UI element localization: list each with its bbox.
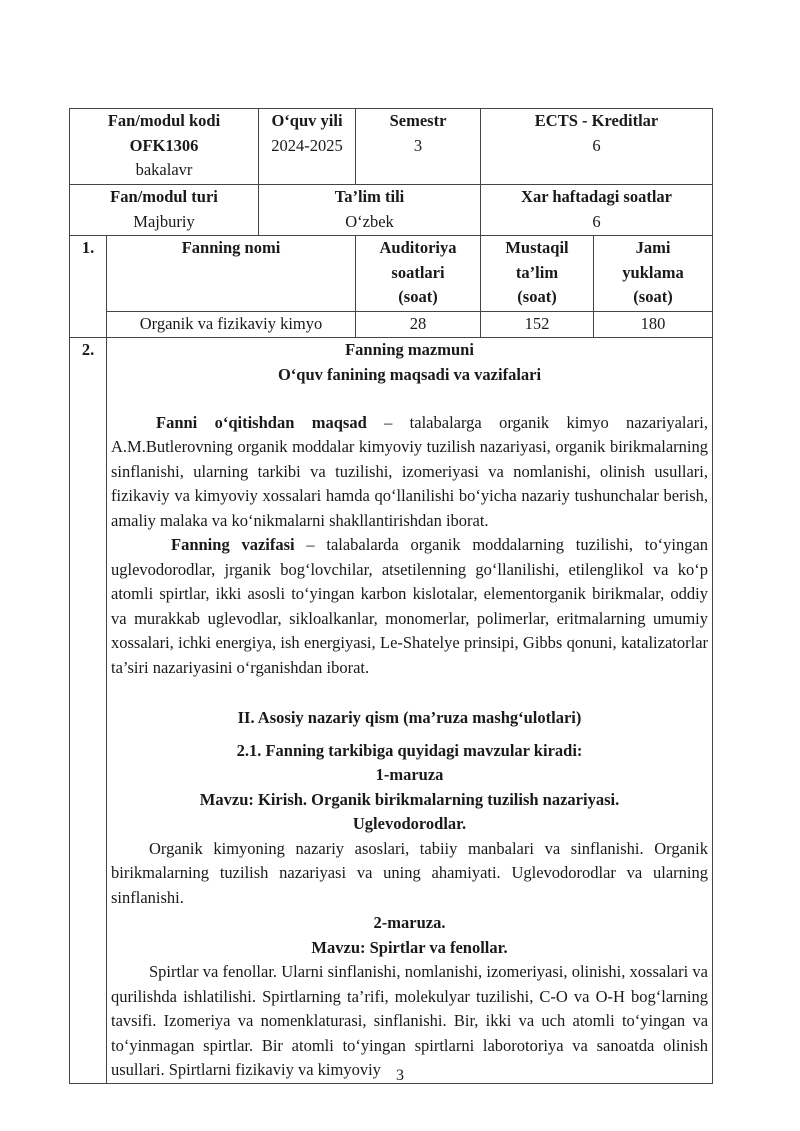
course-tasks-paragraph xyxy=(111,533,708,680)
total-load-label-line: Jami xyxy=(635,238,671,257)
lecture-2-topic: Mavzu: Spirtlar va fenollar. xyxy=(311,937,508,957)
semester-value: 3 xyxy=(413,135,423,155)
course-aim-label: Fanni o‘qitishdan maqsad xyxy=(156,412,367,432)
course-info-row xyxy=(70,109,713,185)
lecture-1-text: Organik kimyoning nazariy asoslari, tabiiy manbalari va sinflanishi. Organik birikmalarning tuzilish nazariyasi va uning ahamiyati. Uglevodorodlar va ularning sinflanishi. xyxy=(111,838,709,907)
self-study-label xyxy=(481,236,594,312)
total-load-value: 180 xyxy=(594,312,713,338)
semester-cell xyxy=(356,109,481,185)
content-heading: Fanning mazmuni xyxy=(345,339,474,359)
course-level: bakalavr xyxy=(135,160,193,179)
auditorium-hours-label-line: (soat) xyxy=(398,287,438,306)
self-study-label-line: Mustaqil xyxy=(505,238,569,257)
language-value: O‘zbek xyxy=(345,211,394,231)
course-code-cell xyxy=(70,109,259,185)
section-ii-title: II. Asosiy nazariy qism (ma’ruza mashg‘ulotlari) xyxy=(237,708,582,727)
page-number: 3 xyxy=(396,1067,404,1084)
course-aim-paragraph xyxy=(111,411,708,534)
course-type-label: Fan/modul turi xyxy=(110,187,218,206)
course-tasks-text: – talabalarda organik moddalarning tuzilishi, to‘yingan uglevodorodlar, jrganik bog‘lovchilar, atsetilenning go‘llanilishi, etilenglikol va ko‘p atomli spirtlar, ikki asosli to‘yingan karbon kislotalar, elementorganik birikmalar, oddiy va murakkab uglevodlar, sikloalkanlar, monomerlar, polimerlar, eritmalarning umumiy xossalari, ichki energiya, ish energiyasi, Le-Shatelye prinsipi, Gibbs qonuni, katalizatorlar ta’siri nazariyasini o‘rganishdan iborat. xyxy=(111,535,709,677)
lecture-1-topic: Mavzu: Kirish. Organik birikmalarning tuzilish nazariyasi. xyxy=(199,789,620,809)
ects-value: 6 xyxy=(592,135,601,155)
auditorium-hours-label-line: soatlari xyxy=(391,262,445,282)
total-load-label xyxy=(594,236,713,312)
ects-cell xyxy=(481,109,713,185)
content-row xyxy=(70,337,713,1083)
auditorium-hours-label-line: Auditoriya xyxy=(379,238,457,257)
content-subheading: O‘quv fanining maqsadi va vazifalari xyxy=(277,365,542,384)
course-name-label: Fanning nomi xyxy=(107,236,356,312)
semester-label: Semestr xyxy=(389,111,447,130)
language-cell xyxy=(259,185,481,236)
section-2-1-title: 2.1. Fanning tarkibiga quyidagi mavzular kiradi: xyxy=(236,740,583,760)
auditorium-hours-value: 28 xyxy=(356,312,481,338)
hours-header-row xyxy=(70,236,713,312)
self-study-label-line: ta’lim xyxy=(515,262,559,282)
self-study-label-line: (soat) xyxy=(517,287,557,306)
academic-year-label: O‘quv yili xyxy=(271,111,343,130)
course-name-value: Organik va fizikaviy kimyo xyxy=(107,312,356,338)
course-type-value: Majburiy xyxy=(133,211,195,231)
course-content-cell xyxy=(107,337,713,1083)
lecture-1-number: 1-maruza xyxy=(375,765,444,784)
lecture-2-number: 2-maruza. xyxy=(373,913,446,932)
hours-value-row xyxy=(70,312,713,338)
auditorium-hours-label xyxy=(356,236,481,312)
spacer xyxy=(111,680,708,700)
course-aim-text: – talabalarga organik kimyo nazariyalari, A.M.Butlerovning organik moddalar kimyoviy tuzilish nazariyasi, organik birikmalarning sinflanishi, ularning tarkibi va tuzilishi, izomeriyasi va nomlanishi, olinish usullari, fizikaviy va kimyoviy xossalari hamda qo‘llanilishi bo‘yicha nazariy tushunchalar berish, amaliy malaka va ko‘nikmalarni shakllantirishdan iborat. xyxy=(111,412,709,530)
language-label: Ta’lim tili xyxy=(334,187,405,206)
course-tasks-label: Fanning vazifasi xyxy=(171,535,295,554)
course-type-cell xyxy=(70,185,259,236)
academic-year-cell xyxy=(259,109,356,185)
weekly-hours-label: Xar haftadagi soatlar xyxy=(521,187,672,206)
self-study-value: 152 xyxy=(481,312,594,338)
total-load-label-line: (soat) xyxy=(633,287,673,306)
total-load-label-line: yuklama xyxy=(622,262,684,282)
course-code-value: OFK1306 xyxy=(129,135,199,155)
weekly-hours-cell xyxy=(481,185,713,236)
section-number-2: 2. xyxy=(70,337,107,1083)
lecture-2-text: Spirtlar va fenollar. Ularni sinflanishi, nomlanishi, izomeriyasi, olinishi, xossalari va qurilishda ishlatilishi. Spirtlarning ta’rifi, molekulyar tuzilishi, C-O va O-H bog‘larning tavsifi. Izomeriya va nomenklaturasi, sinflanishi. Bir, ikki va uch atomli to‘yingan va to‘yinmagan spirtlar. Bir atomli to‘yingan spirtlarni laborotoriya va sanoatda olinish usullari. Spirtlarni fizikaviy va kimyoviy xyxy=(111,962,709,1079)
syllabus-table xyxy=(69,108,713,1084)
course-code-label: Fan/modul kodi xyxy=(107,111,221,130)
course-type-row xyxy=(70,185,713,236)
academic-year-value: 2024-2025 xyxy=(271,135,343,155)
weekly-hours-value: 6 xyxy=(592,211,601,231)
ects-label: ECTS - Kreditlar xyxy=(534,111,659,130)
spacer xyxy=(111,388,708,411)
section-number-1: 1. xyxy=(70,236,107,338)
lecture-1-topic-cont: Uglevodorodlar. xyxy=(352,814,467,833)
